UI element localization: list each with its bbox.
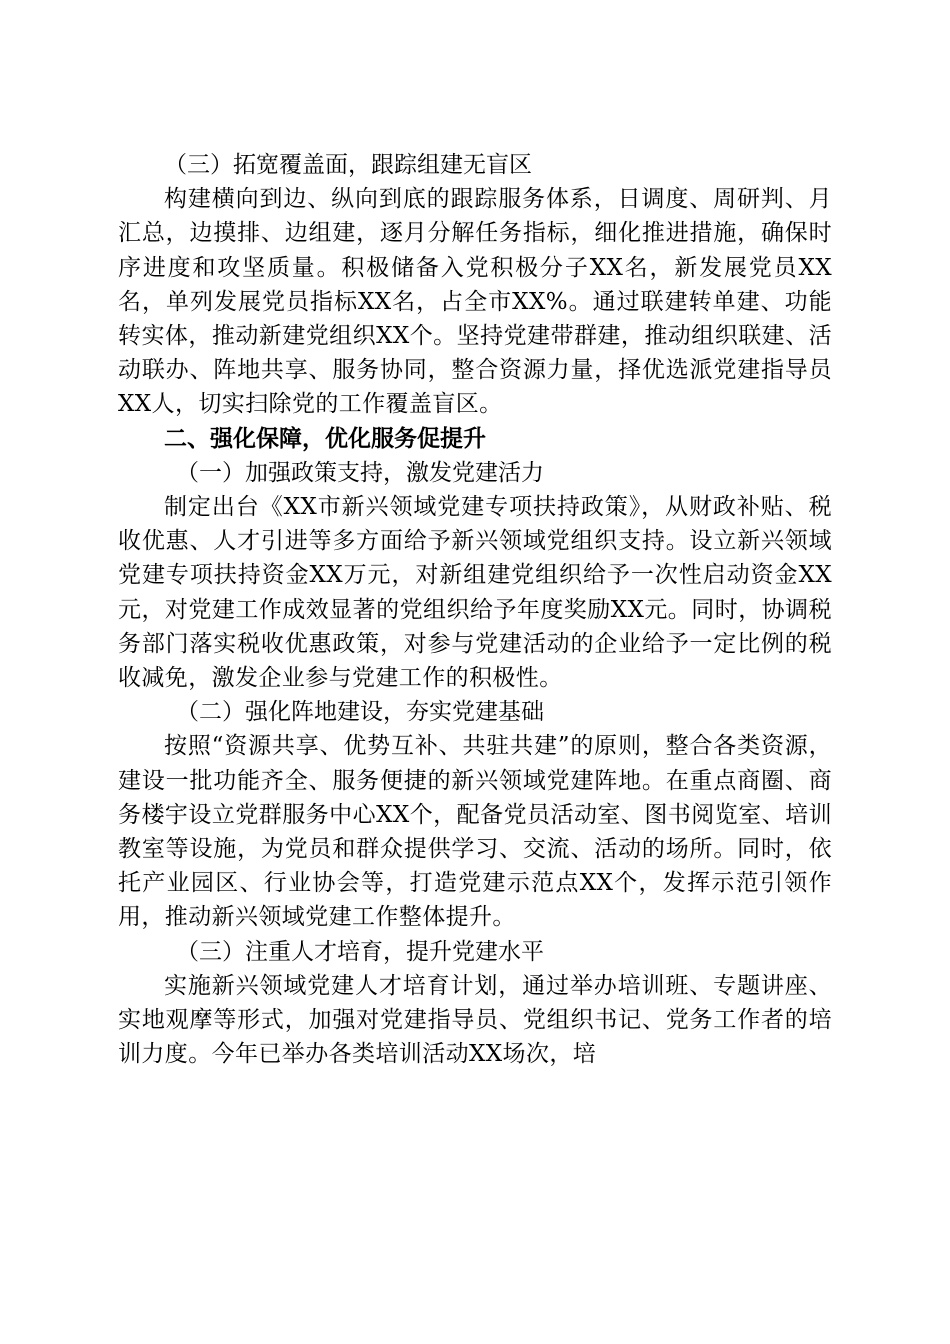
paragraph-tracking-service: 构建横向到边、纵向到底的跟踪服务体系，日调度、周研判、月汇总，边摸排、边组建，逐月分解任务指标，细化推进措施，确保时序进度和攻坚质量。积极储备入党积极分子XX名，新发展党员XX名，单列发展党员指标XX名，占全市XX%。通过联建转单建、功能转实体，推动新建党组织XX个。坚持党建带群建，推动组织联建、活动联办、阵地共享、服务协同，整合资源力量，择优选派党建指导员XX人，切实扫除党的工作覆盖盲区。 [118, 186, 832, 418]
paragraph-talent-cultivation: 实施新兴领域党建人才培育计划，通过举办培训班、专题讲座、实地观摩等形式，加强对党建指导员、党组织书记、党务工作者的培训力度。今年已举办各类培训活动XX场次，培 [118, 972, 832, 1068]
subheading-position-building: （二）强化阵地建设，夯实党建基础 [176, 699, 544, 726]
paragraph-policy-support: 制定出台《XX市新兴领域党建专项扶持政策》，从财政补贴、税收优惠、人才引进等多方面给予新兴领域党组织支持。设立新兴领域党建专项扶持资金XX万元，对新组建党组织给予一次性启动资金XX元，对党建工作成效显著的党组织给予年度奖励XX元。同时，协调税务部门落实税收优惠政策，对参与党建活动的企业给予一定比例的税收减免，激发企业参与党建工作的积极性。 [118, 494, 832, 692]
document-body [118, 148, 832, 1071]
section-heading-strengthen-support: 二、强化保障，优化服务促提升 [164, 425, 486, 452]
subheading-expand-coverage: （三）拓宽覆盖面，跟踪组建无盲区 [164, 152, 532, 178]
paragraph-position-building: 按照“资源共享、优势互补、共驻共建”的原则，整合各类资源，建设一批功能齐全、服务便捷的新兴领域党建阵地。在重点商圈、商务楼宇设立党群服务中心XX个，配备党员活动室、图书阅览室、培训教室等设施，为党员和群众提供学习、交流、活动的场所。同时，依托产业园区、行业协会等，打造党建示范点XX个，发挥示范引领作用，推动新兴领域党建工作整体提升。 [118, 733, 832, 931]
subheading-policy-support: （一）加强政策支持，激发党建活力 [176, 459, 544, 486]
subheading-talent-cultivation: （三）注重人才培育，提升党建水平 [176, 938, 544, 965]
